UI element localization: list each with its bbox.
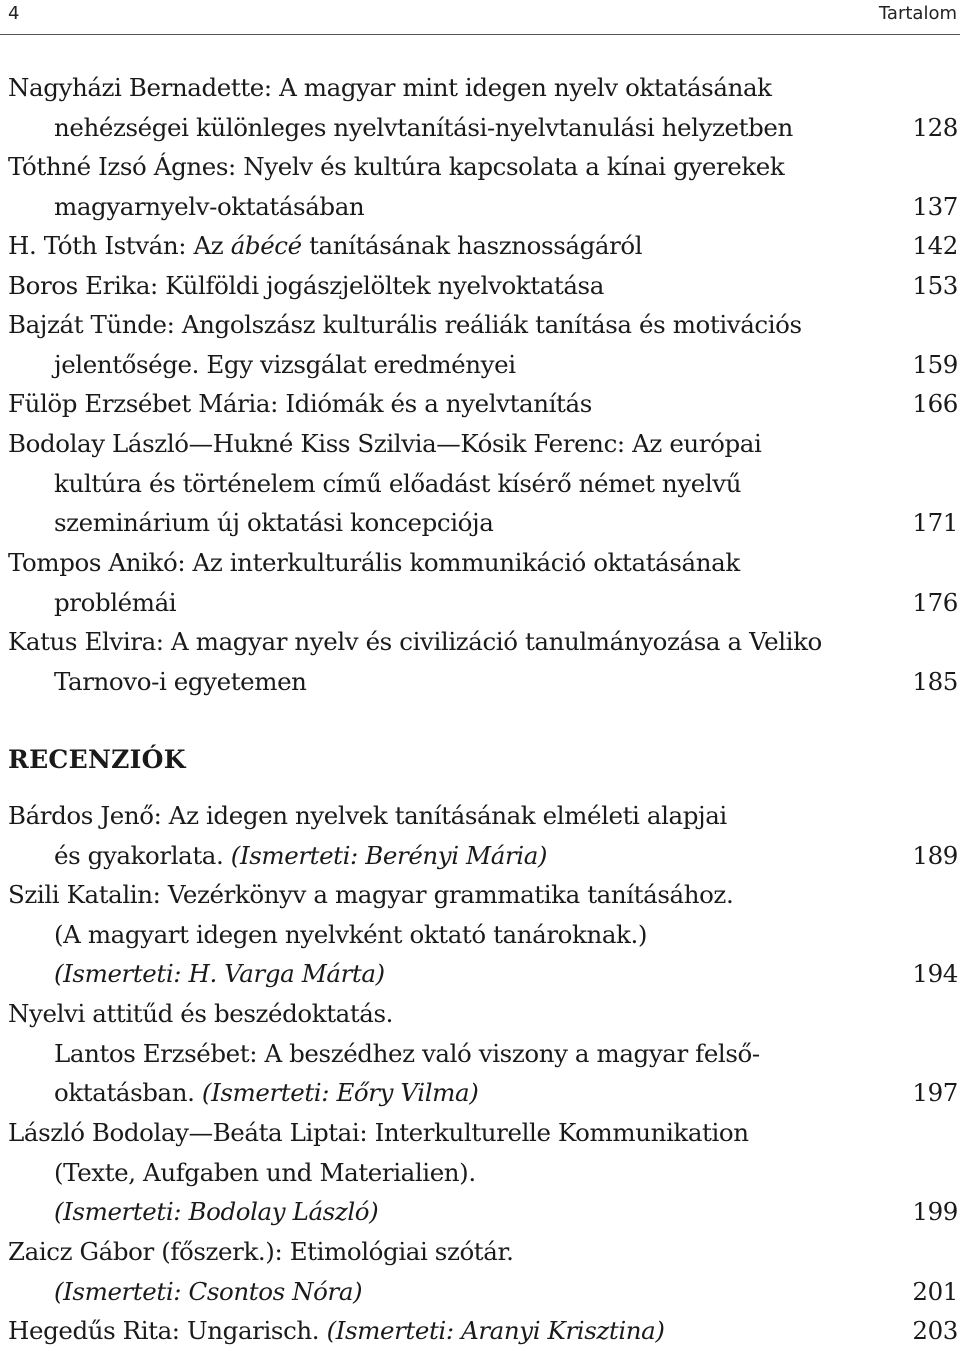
- page-reference: 128: [912, 112, 958, 142]
- toc-entry-line: [8, 384, 958, 424]
- toc-entry: [8, 305, 958, 384]
- entry-text: Bajzát Tünde: Angolszász kulturális reáliák tanítása és motivációs: [8, 310, 802, 339]
- entry-italic-text: (Ismerteti: Bodolay László): [54, 1197, 379, 1226]
- entry-text: Fülöp Erzsébet Mária: Idiómák és a nyelvtanítás: [8, 389, 592, 418]
- toc-entry-line: [8, 954, 958, 994]
- entry-text: szeminárium új oktatási koncepciója: [54, 508, 494, 537]
- entry-italic-text: (Ismerteti: Berényi Mária): [230, 840, 548, 870]
- entry-text: Nyelvi attitűd és beszédoktatás.: [8, 999, 394, 1028]
- toc-entry: [8, 1113, 958, 1232]
- toc-entry-line: [8, 1311, 958, 1351]
- toc-entry-line: [8, 662, 958, 702]
- page-reference: 153: [912, 271, 958, 300]
- toc-entry: [8, 266, 958, 306]
- entry-text: Lantos Erzsébet: A beszédhez való viszony a magyar felső-: [54, 1038, 760, 1068]
- entry-text: Bodolay László—Hukné Kiss Szilvia—Kósik Ferenc: Az európai: [8, 429, 762, 458]
- entry-text: (Texte, Aufgaben und Materialien).: [54, 1157, 476, 1187]
- toc-entry-line: [8, 345, 958, 385]
- entry-text: jelentősége. Egy vizsgálat eredményei: [54, 349, 516, 379]
- toc-entry-line: [8, 1073, 958, 1113]
- toc-entry-line: [8, 464, 958, 504]
- toc-entry-line: [8, 226, 958, 266]
- page-reference: 197: [912, 1078, 958, 1107]
- toc-entry-line: [8, 1113, 958, 1153]
- page-reference: 203: [912, 1316, 958, 1345]
- toc-entry-line: [8, 1034, 958, 1074]
- page-reference: 185: [912, 666, 958, 696]
- page-reference: 176: [912, 587, 958, 617]
- toc-entry-line: [8, 875, 958, 915]
- toc-entry-line: [8, 147, 958, 187]
- toc-entry: [8, 543, 958, 622]
- entry-text: Bárdos Jenő: Az idegen nyelvek tanításának elméleti alapjai: [8, 801, 727, 830]
- toc-entry-line: [8, 583, 958, 623]
- toc-entry-line: [8, 424, 958, 464]
- entry-text: Hegedűs Rita: Ungarisch.: [8, 1316, 327, 1345]
- toc-entry: [8, 1311, 958, 1351]
- page-reference: 142: [912, 231, 958, 260]
- page-reference: 171: [912, 508, 958, 537]
- page-reference: 166: [912, 389, 958, 418]
- toc-entry: [8, 1232, 958, 1311]
- entry-text: tanításának hasznosságáról: [301, 231, 643, 260]
- toc-entry: [8, 796, 958, 875]
- toc-entry-line: [8, 68, 958, 108]
- entry-text: oktatásban.: [54, 1078, 202, 1107]
- entry-text: magyarnyelv-oktatásában: [54, 191, 365, 221]
- toc-entry-line: [8, 796, 958, 836]
- page-number: 4: [8, 3, 20, 24]
- toc-entry: [8, 384, 958, 424]
- entry-text: és gyakorlata.: [54, 840, 231, 870]
- entry-text: Tompos Anikó: Az interkulturális kommunikáció oktatásának: [8, 548, 740, 577]
- entry-text: nehézségei különleges nyelvtanítási-nyelvtanulási helyzetben: [54, 112, 793, 142]
- toc-entry: [8, 424, 958, 543]
- page-reference: 189: [912, 840, 958, 870]
- entry-text: Katus Elvira: A magyar nyelv és civilizáció tanulmányozása a Veliko: [8, 627, 822, 656]
- toc-entry-line: [8, 543, 958, 583]
- toc-entry-line: [8, 1232, 958, 1272]
- page-reference: 201: [912, 1276, 958, 1306]
- entry-text: kultúra és történelem című előadást kísérő német nyelvű: [54, 468, 742, 498]
- toc-entry: [8, 875, 958, 994]
- toc-entry: [8, 147, 958, 226]
- entry-italic-text: (Ismerteti: Aranyi Krisztina): [326, 1316, 665, 1345]
- entry-text: Zaicz Gábor (főszerk.): Etimológiai szótár.: [8, 1237, 514, 1266]
- toc-entry-line: [8, 187, 958, 227]
- section-heading-recenziok: RECENZIÓK: [8, 745, 186, 774]
- toc-entry: [8, 622, 958, 701]
- page-reference: 194: [912, 959, 958, 988]
- page-reference: 137: [912, 191, 958, 221]
- entry-text: Tarnovo-i egyetemen: [54, 666, 307, 696]
- entry-italic-text: (Ismerteti: H. Varga Márta): [54, 959, 385, 988]
- toc-entry-line: [8, 266, 958, 306]
- toc-entry: [8, 994, 958, 1113]
- entry-text: Tóthné Izsó Ágnes: Nyelv és kultúra kapcsolata a kínai gyerekek: [8, 152, 785, 181]
- toc-entry-line: [8, 503, 958, 543]
- page-header: [0, 0, 960, 35]
- entry-italic-text: ábécé: [230, 231, 302, 260]
- toc-entry-line: [8, 1192, 958, 1232]
- entry-text: László Bodolay—Beáta Liptai: Interkulturelle Kommunikation: [8, 1118, 749, 1147]
- entry-text: Boros Erika: Külföldi jogászjelöltek nyelvoktatása: [8, 271, 604, 300]
- page-reference: 159: [912, 349, 958, 379]
- entry-text: problémái: [54, 587, 177, 617]
- toc-entry: [8, 68, 958, 147]
- toc-entry-line: [8, 622, 958, 662]
- toc-entry: [8, 226, 958, 266]
- toc-entry-line: [8, 108, 958, 148]
- toc-entry-line: [8, 1272, 958, 1312]
- toc-entry-line: [8, 915, 958, 955]
- entry-italic-text: (Ismerteti: Csontos Nóra): [54, 1276, 363, 1306]
- entry-text: Szili Katalin: Vezérkönyv a magyar grammatika tanításához.: [8, 880, 734, 909]
- entry-text: H. Tóth István: Az: [8, 231, 231, 260]
- entry-text: (A magyart idegen nyelvként oktató tanároknak.): [54, 919, 648, 949]
- entry-italic-text: (Ismerteti: Eőry Vilma): [201, 1078, 479, 1107]
- entry-text: Nagyházi Bernadette: A magyar mint idegen nyelv oktatásának: [8, 73, 772, 102]
- toc-entry-line: [8, 994, 958, 1034]
- toc-entry-line: [8, 836, 958, 876]
- toc-entry-line: [8, 305, 958, 345]
- page-reference: 199: [912, 1197, 958, 1226]
- running-head: Tartalom: [878, 3, 957, 24]
- toc-entry-line: [8, 1153, 958, 1193]
